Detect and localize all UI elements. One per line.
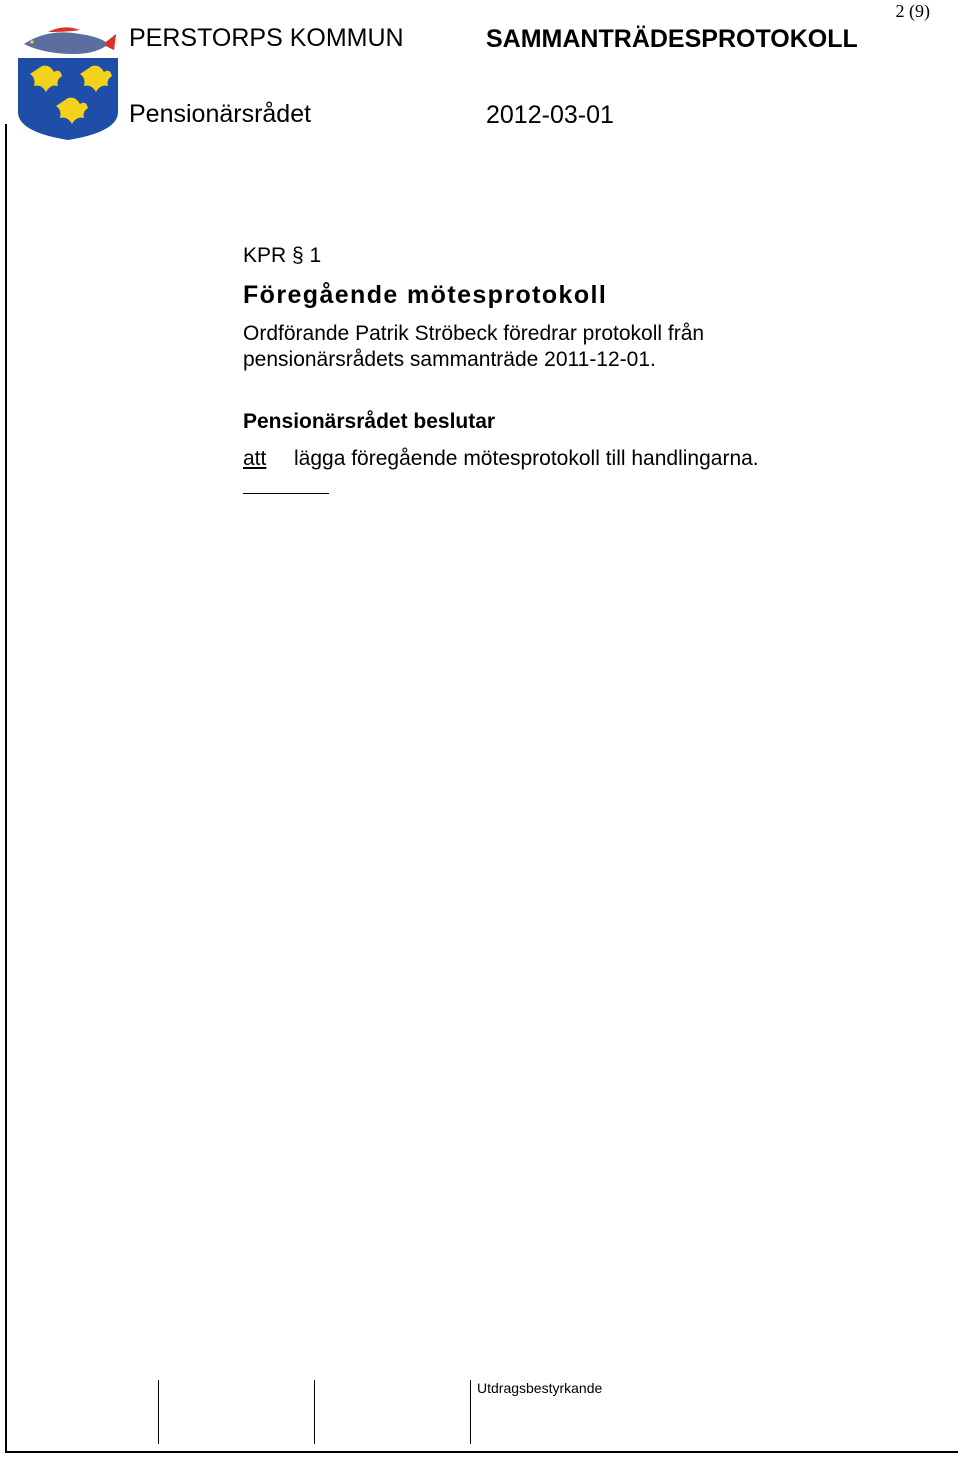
signature-box-divider bbox=[158, 1380, 159, 1444]
decision-text: lägga föregående mötesprotokoll till handlingarna. bbox=[294, 447, 759, 470]
page-indicator: 2 (9) bbox=[895, 1, 930, 21]
document-type: SAMMANTRÄDESPROTOKOLL bbox=[486, 25, 858, 53]
decision-prefix: att bbox=[243, 447, 267, 470]
meeting-date: 2012-03-01 bbox=[486, 101, 614, 129]
paragraph-line: pensionärsrådets sammanträde 2011-12-01. bbox=[243, 348, 656, 371]
council-name: Pensionärsrådet bbox=[129, 100, 312, 128]
footer-bottom-rule bbox=[5, 1451, 958, 1453]
certification-label: Utdragsbestyrkande bbox=[477, 1380, 603, 1396]
paragraph-body bbox=[243, 321, 704, 373]
decision-heading: Pensionärsrådet beslutar bbox=[243, 410, 496, 433]
section-end-rule bbox=[243, 493, 329, 494]
paragraph-number: KPR § 1 bbox=[243, 244, 322, 267]
municipality-crest-logo bbox=[18, 20, 118, 140]
paragraph-line: Ordförande Patrik Ströbeck föredrar protokoll från bbox=[243, 322, 705, 345]
organization-name: PERSTORPS KOMMUN bbox=[129, 24, 404, 52]
signature-box-divider bbox=[314, 1380, 315, 1444]
paragraph-heading: Föregående mötesprotokoll bbox=[243, 281, 608, 309]
signature-box-divider bbox=[470, 1380, 471, 1444]
left-margin-rule bbox=[5, 124, 7, 1452]
